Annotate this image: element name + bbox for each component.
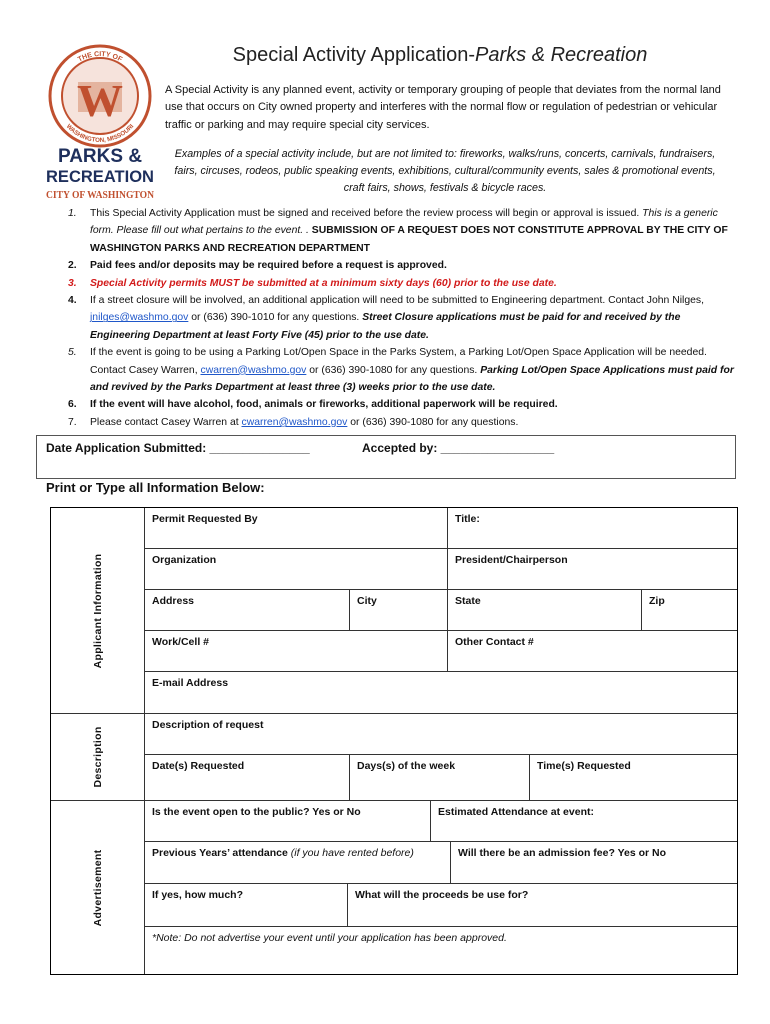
section-label: Applicant Information	[91, 553, 104, 668]
how-much-field[interactable]	[145, 884, 348, 927]
field-label: Title:	[455, 513, 480, 525]
other-contact-field[interactable]	[448, 631, 737, 672]
title-main: Special Activity Application-	[232, 44, 476, 66]
rule-number: 6.	[68, 399, 77, 411]
email-link-cwarren[interactable]: cwarren@washmo.gov	[200, 364, 307, 376]
president-field[interactable]	[448, 549, 737, 590]
permit-requested-by-field[interactable]	[145, 508, 448, 549]
field-label: Previous Years’ attendance	[152, 847, 288, 859]
field-label: Zip	[649, 595, 665, 607]
seal-ring-bottom-text: WASHINGTON, MISSOURI	[64, 122, 136, 145]
examples-paragraph: Examples of a special activity include, but are not limited to: fireworks, walks/runs, concerts, carnivals, fundraisers, fairs, circuses, rodeos, public speaking events, exhibitions, cultural/community events, sales & promotional events, craft fairs, shows, festivals & bicycle races.	[174, 148, 716, 195]
field-label: Description of request	[152, 719, 264, 731]
rule-number: 2.	[68, 260, 77, 272]
rule-number: 1.	[68, 208, 77, 219]
field-label: Will there be an admission fee? Yes or No	[458, 847, 667, 859]
admission-fee-field[interactable]	[451, 842, 737, 884]
field-label: Other Contact #	[455, 636, 534, 648]
title-field[interactable]	[448, 508, 737, 549]
rule-item	[44, 344, 734, 396]
work-cell-field[interactable]	[145, 631, 448, 672]
rule-number: 4.	[68, 295, 77, 307]
field-label: Date(s) Requested	[152, 760, 245, 772]
rule-text: or (636) 390-1080 for any questions.	[350, 416, 519, 428]
rule-item	[44, 292, 734, 344]
rule-text: Paid fees and/or deposits may be required before a request is approved.	[90, 260, 447, 272]
field-label: E-mail Address	[152, 677, 229, 689]
print-heading: Print or Type all Information Below:	[46, 480, 265, 495]
title-italic: Parks & Recreation	[475, 44, 648, 66]
field-note: (if you have rented before)	[290, 847, 414, 859]
city-field[interactable]	[350, 590, 448, 631]
section-description	[51, 714, 145, 801]
rule-item	[44, 205, 734, 257]
date-submitted-field[interactable]: Date Application Submitted: _______________	[46, 441, 310, 455]
rule-number: 3.	[68, 277, 77, 289]
estimated-attendance-field[interactable]	[431, 801, 737, 842]
description-field[interactable]	[145, 714, 737, 755]
seal-letter: W	[77, 75, 123, 126]
rule-text-bold-italic: Street Closure applications must be paid for and received by the Engineering Department at least Forty Five (45) prior to the use date.	[90, 312, 681, 341]
rule-number: 7.	[68, 416, 77, 428]
organization-field[interactable]	[145, 549, 448, 590]
dates-requested-field[interactable]	[145, 755, 350, 801]
rule-text-italic: This is a generic form. Please fill out what pertains to the event. .	[90, 208, 718, 237]
previous-attendance-field[interactable]	[145, 842, 451, 884]
field-label: Estimated Attendance at event:	[438, 806, 594, 818]
rule-item	[44, 257, 734, 274]
email-link-jnilges[interactable]: jnilges@washmo.gov	[90, 312, 189, 324]
accepted-by-field[interactable]: Accepted by: _________________	[362, 441, 555, 455]
open-to-public-field[interactable]	[145, 801, 431, 842]
rules-list	[44, 205, 734, 431]
intro-paragraph: A Special Activity is any planned event, activity or temporary grouping of people that deviates from the normal land use that occurs on City owned property and interferes with the normal flow or regulation of pedestrian or vehicular traffic or parking and may require special city services.	[165, 84, 721, 131]
section-applicant	[51, 508, 145, 714]
rule-text: Please contact Casey Warren at	[90, 416, 239, 428]
rule-text: If the event will have alcohol, food, animals or fireworks, additional paperwork will be required.	[90, 399, 558, 411]
logo-line-3: CITY OF WASHINGTON	[46, 190, 155, 201]
advertising-note	[145, 927, 737, 974]
field-label: Work/Cell #	[152, 636, 209, 648]
seal-ring-top-text: THE CITY OF	[76, 50, 124, 64]
rule-text: or (636) 390-1010 for any questions.	[191, 312, 360, 324]
rule-number: 5.	[68, 347, 77, 359]
field-label: If yes, how much?	[152, 889, 244, 901]
rule-text: If the event is going to be using a Parking Lot/Open Space in the Parks System, a Parking Lot/Open Space Application will be needed. Contact Casey Warren,	[90, 347, 707, 376]
field-label: Days(s) of the week	[357, 760, 456, 772]
office-use-box	[36, 435, 736, 479]
page-title	[160, 44, 720, 67]
email-link-cwarren[interactable]: cwarren@washmo.gov	[241, 416, 348, 428]
section-label: Advertisement	[91, 849, 104, 926]
field-label: City	[357, 595, 377, 607]
field-label: Permit Requested By	[152, 513, 258, 525]
field-label: Is the event open to the public? Yes or No	[152, 806, 361, 818]
city-seal-icon	[44, 42, 156, 202]
zip-field[interactable]	[642, 590, 737, 631]
note-text: *Note: Do not advertise your event until your application has been approved.	[152, 932, 507, 944]
rule-text: This Special Activity Application must be signed and received before the review process will begin or approval is issued.	[90, 208, 640, 219]
days-of-week-field[interactable]	[350, 755, 530, 801]
field-label: Address	[152, 595, 195, 607]
address-field[interactable]	[145, 590, 350, 631]
field-label: President/Chairperson	[455, 554, 568, 566]
field-label: State	[455, 595, 481, 607]
parks-recreation-logo	[44, 42, 156, 202]
rule-item	[44, 275, 734, 292]
times-requested-field[interactable]	[530, 755, 737, 801]
application-form	[50, 507, 738, 975]
rule-text-bold: SUBMISSION OF A REQUEST DOES NOT CONSTITUTE APPROVAL BY THE CITY OF WASHINGTON PARKS AND RECREATION DEPARTMENT	[90, 225, 728, 254]
state-field[interactable]	[448, 590, 642, 631]
rule-item	[44, 414, 734, 431]
field-label: Organization	[152, 554, 217, 566]
rule-text: Special Activity permits MUST be submitted at a minimum sixty days (60) prior to the use date.	[90, 277, 557, 289]
field-label: Time(s) Requested	[537, 760, 631, 772]
logo-line-1: PARKS &	[57, 146, 143, 167]
logo-line-2: RECREATION	[46, 167, 154, 186]
section-label: Description	[91, 726, 104, 788]
rule-text-bold-italic: Parking Lot/Open Space Applications must paid for and revived by the Parks Department at least three (3) weeks prior to the use date.	[90, 364, 734, 394]
rule-text: If a street closure will be involved, an additional application will need to be submitted to Engineering department. Contact John Nilges,	[90, 295, 704, 307]
section-advertisement	[51, 801, 145, 974]
proceeds-use-field[interactable]	[348, 884, 737, 927]
field-label: What will the proceeds be use for?	[355, 889, 529, 901]
rule-item	[44, 396, 734, 413]
rule-text: or (636) 390-1080 for any questions.	[309, 364, 478, 376]
email-address-field[interactable]	[145, 672, 737, 714]
